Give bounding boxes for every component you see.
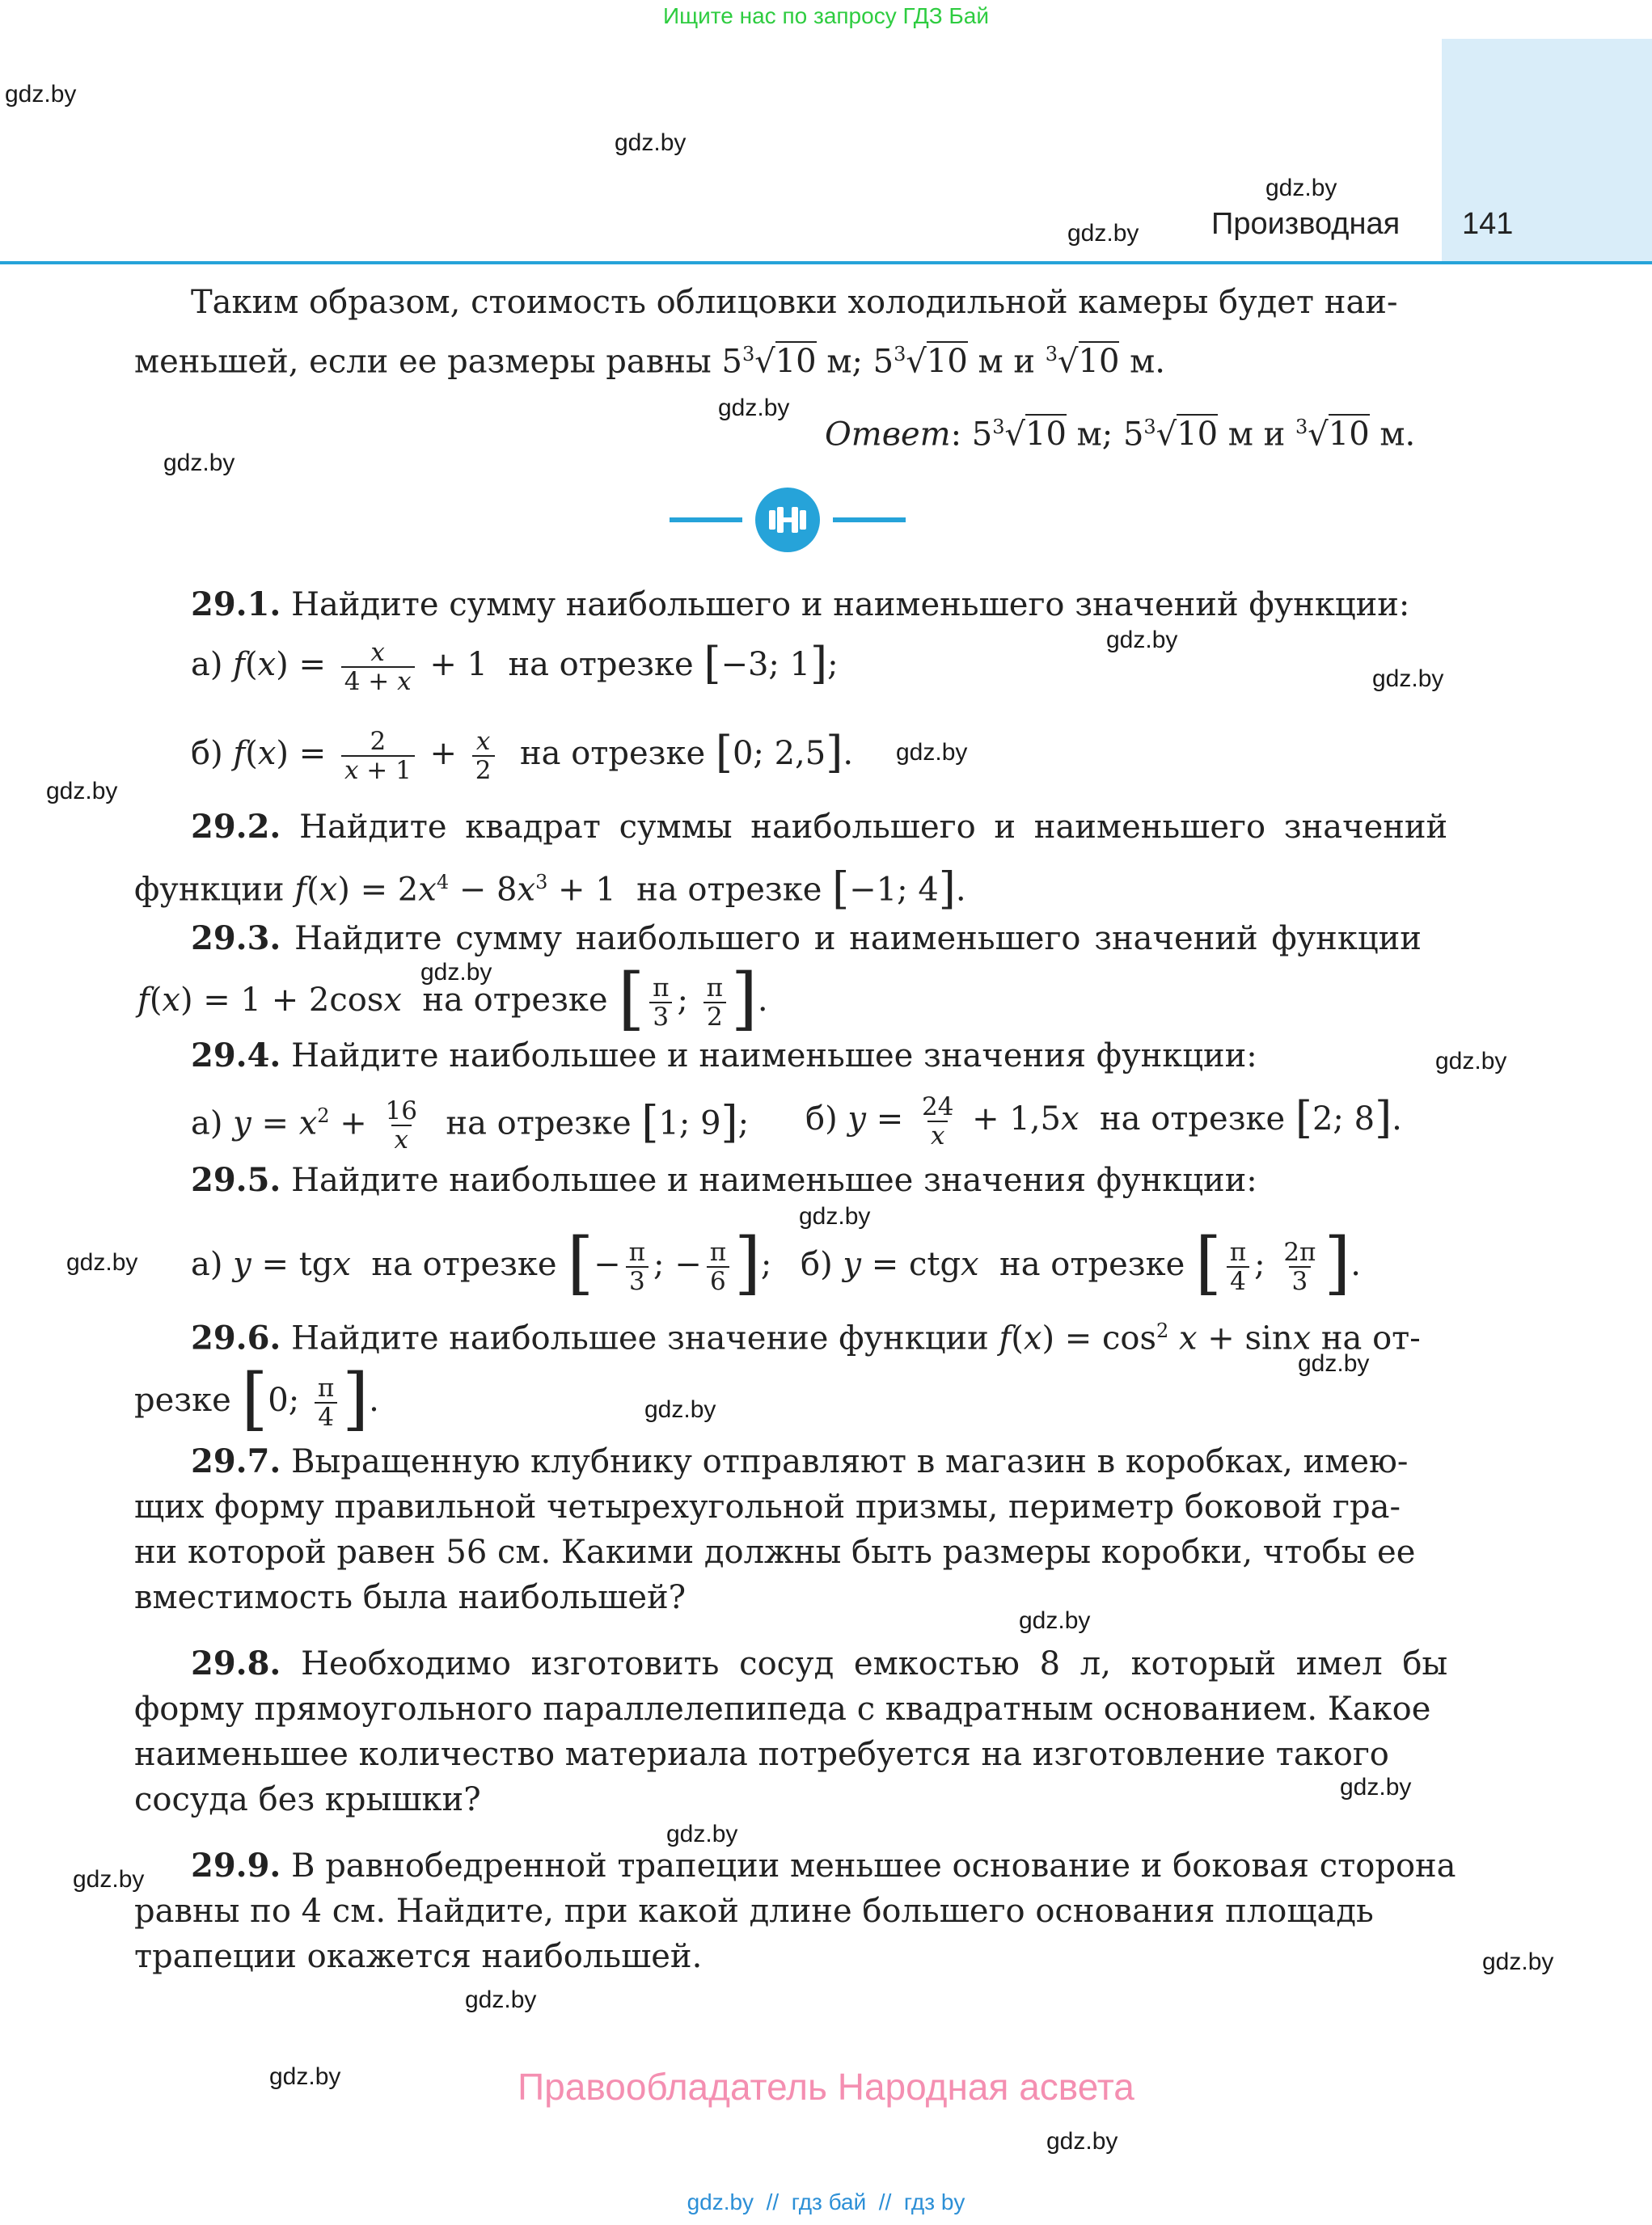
page-number: 141 [1462, 207, 1514, 241]
problem-29-4-b: б) y = $\frac{24}{x}$ + 1,5x на отрезке [2; 8]. [805, 1092, 1402, 1150]
watermark: gdz.by [420, 959, 492, 986]
problem-text: Необходимо изготовить сосуд емкостью 8 л, который имел бы [301, 1645, 1448, 1682]
problem-number: 29.5. [191, 1161, 281, 1199]
problem-text: на от- [1320, 1319, 1421, 1357]
intro-line-1 [191, 280, 1501, 325]
problem-29-3-line2: f(x) = 1 + 2cosx на отрезке [ $\frac{\pi}{3}$ ; $\frac{\pi}{2}$ ]. [137, 959, 768, 1038]
problem-29-6-line2: резке [0; $\frac{\pi}{4}$ ]. [134, 1359, 379, 1438]
problem-29-8-line4: сосуда без крышки? [134, 1781, 481, 1818]
divider-left [670, 517, 742, 522]
problem-29-1 [191, 582, 1501, 627]
problem-29-8-line1 [191, 1641, 1501, 1687]
problem-text: Найдите сумму наибольшего и наименьшего значений функции [294, 920, 1422, 957]
watermark: gdz.by [1046, 2128, 1118, 2155]
top-banner: Ищите нас по запросу ГДЗ Бай [662, 3, 990, 28]
problem-text: Найдите наибольшее и наименьшее значения функции: [291, 1037, 1257, 1075]
problem-29-1-a: а) f(x) = $\frac{x}{4 + x}$ + 1 на отрезке [−3; 1]; [191, 638, 839, 696]
problem-29-7-line4: вместимость была наибольшей? [134, 1579, 687, 1616]
footer-links[interactable]: gdz.by // гдз бай // гдз by [687, 2189, 965, 2214]
problem-text: Найдите квадрат суммы наибольшего и наименьшего значений [299, 809, 1448, 846]
problem-text: Найдите наибольшее и наименьшее значения функции: [291, 1162, 1257, 1199]
watermark: gdz.by [269, 2063, 341, 2090]
problem-text: Выращенную клубнику отправляют в магазин в коробках, имею- [291, 1443, 1409, 1480]
divider-right [833, 517, 906, 522]
watermark: gdz.by [1019, 1607, 1091, 1634]
problem-29-7-line3: ни которой равен 56 см. Какими должны быть размеры коробки, чтобы ее [134, 1534, 1416, 1571]
header-rule [0, 261, 1652, 264]
watermark: gdz.by [896, 739, 968, 766]
problem-29-7-line2: щих форму правильной четырехугольной призмы, периметр боковой гра- [134, 1488, 1401, 1526]
segment-label: на отрезке [508, 646, 694, 683]
segment-label: на отрезке [371, 1246, 557, 1283]
copyright-notice: Правообладатель Народная асвета [518, 2066, 1134, 2108]
problem-29-1-b: б) f(x) = $\frac{2}{x + 1}$ + $\frac{x}{2}$ на отрезке [0; 2,5]. [191, 727, 854, 785]
watermark: gdz.by [644, 1396, 716, 1423]
watermark: gdz.by [66, 1249, 138, 1276]
watermark: gdz.by [1067, 220, 1139, 247]
watermark: gdz.by [1265, 175, 1337, 201]
section-title: Производная [1211, 207, 1401, 241]
problem-29-4-a: а) $y = x^2$ + $\frac{16}{x}$ на отрезке [1; 9]; [191, 1096, 750, 1155]
problem-number: 29.2. [191, 808, 281, 846]
watermark: gdz.by [666, 1821, 738, 1847]
watermark: gdz.by [1340, 1774, 1412, 1801]
segment-label: на отрезке [422, 982, 608, 1019]
answer-label: Ответ [825, 416, 951, 454]
problem-text: резке [134, 1382, 231, 1419]
problem-29-8-line3: наименьшее количество материала потребуется на изготовление такого [134, 1736, 1389, 1773]
problem-number: 29.9. [191, 1847, 281, 1885]
answer-line: Ответ: $5^3√10$ м; $5^3√10$ м и $^3$√10 м. [825, 416, 1416, 454]
watermark: gdz.by [163, 450, 235, 476]
problem-number: 29.3. [191, 919, 281, 957]
problem-text: функции [134, 871, 285, 909]
problem-number: 29.4. [191, 1037, 281, 1075]
watermark: gdz.by [1106, 627, 1178, 653]
segment-label: на отрезке [519, 735, 706, 772]
watermark: gdz.by [1298, 1350, 1370, 1377]
problem-29-5-b: б) y = ctgx на отрезке [ $\frac{\pi}{4}$ ; $\frac{2\pi}{3}$ ]. [801, 1223, 1361, 1302]
dumbbell-icon [755, 488, 820, 552]
problem-29-3 [191, 916, 1501, 961]
intro-line-2: меньшей, если ее размеры равны $5^3√10$ м; $5^3√10$ м и $^3$√10 м. [134, 343, 1165, 381]
watermark: gdz.by [73, 1866, 145, 1893]
segment-label: на отрезке [1099, 1100, 1286, 1138]
segment-label: на отрезке [446, 1104, 632, 1142]
watermark: gdz.by [465, 1986, 537, 2013]
watermark: gdz.by [46, 778, 118, 804]
problem-29-9-line3: трапеции окажется наибольшей. [134, 1938, 703, 1975]
watermark: gdz.by [615, 129, 687, 156]
problem-text: Найдите наибольшее значение функции [291, 1319, 989, 1357]
problem-29-2 [191, 804, 1501, 850]
problem-number: 29.7. [191, 1442, 281, 1480]
problem-29-2-line2: функции $f(x) = 2x^4 - 8x^3 + 1$ на отрезке [−1; 4]. [134, 863, 966, 914]
problem-text: Найдите сумму наибольшего и наименьшего значений функции: [291, 586, 1410, 623]
watermark: gdz.by [5, 81, 77, 108]
watermark: gdz.by [799, 1203, 871, 1230]
segment-label: на отрезке [636, 871, 822, 909]
intro-text-1: Таким образом, стоимость облицовки холодильной камеры будет наи- [191, 284, 1398, 321]
segment-label: на отрезке [999, 1246, 1185, 1283]
watermark: gdz.by [1435, 1048, 1507, 1075]
problem-29-7-line1 [191, 1439, 1501, 1484]
problem-number: 29.8. [191, 1644, 281, 1682]
watermark: gdz.by [1482, 1948, 1554, 1975]
watermark: gdz.by [718, 395, 790, 421]
problem-number: 29.6. [191, 1319, 281, 1357]
intro-text-2: меньшей, если ее размеры равны [134, 343, 712, 381]
problem-29-5 [191, 1158, 1501, 1203]
problem-number: 29.1. [191, 585, 281, 623]
problem-29-9-line2: равны по 4 см. Найдите, при какой длине большего основания площадь [134, 1893, 1374, 1930]
watermark: gdz.by [1372, 665, 1444, 692]
problem-29-6: 29.6. Найдите наибольшее значение функции $f(x) = \cos^2 x + \sin x$ на от- [191, 1319, 1421, 1357]
problem-29-9-line1 [191, 1843, 1501, 1889]
problem-29-4 [191, 1033, 1501, 1079]
problem-text: В равнобедренной трапеции меньшее основание и боковая сторона [291, 1847, 1456, 1885]
problem-29-5-a: а) y = tgx на отрезке [− $\frac{\pi}{3}$ ; − $\frac{\pi}{6}$ ]; [191, 1223, 772, 1302]
problem-29-8-line2: форму прямоугольного параллелепипеда с квадратным основанием. Какое [134, 1691, 1431, 1728]
